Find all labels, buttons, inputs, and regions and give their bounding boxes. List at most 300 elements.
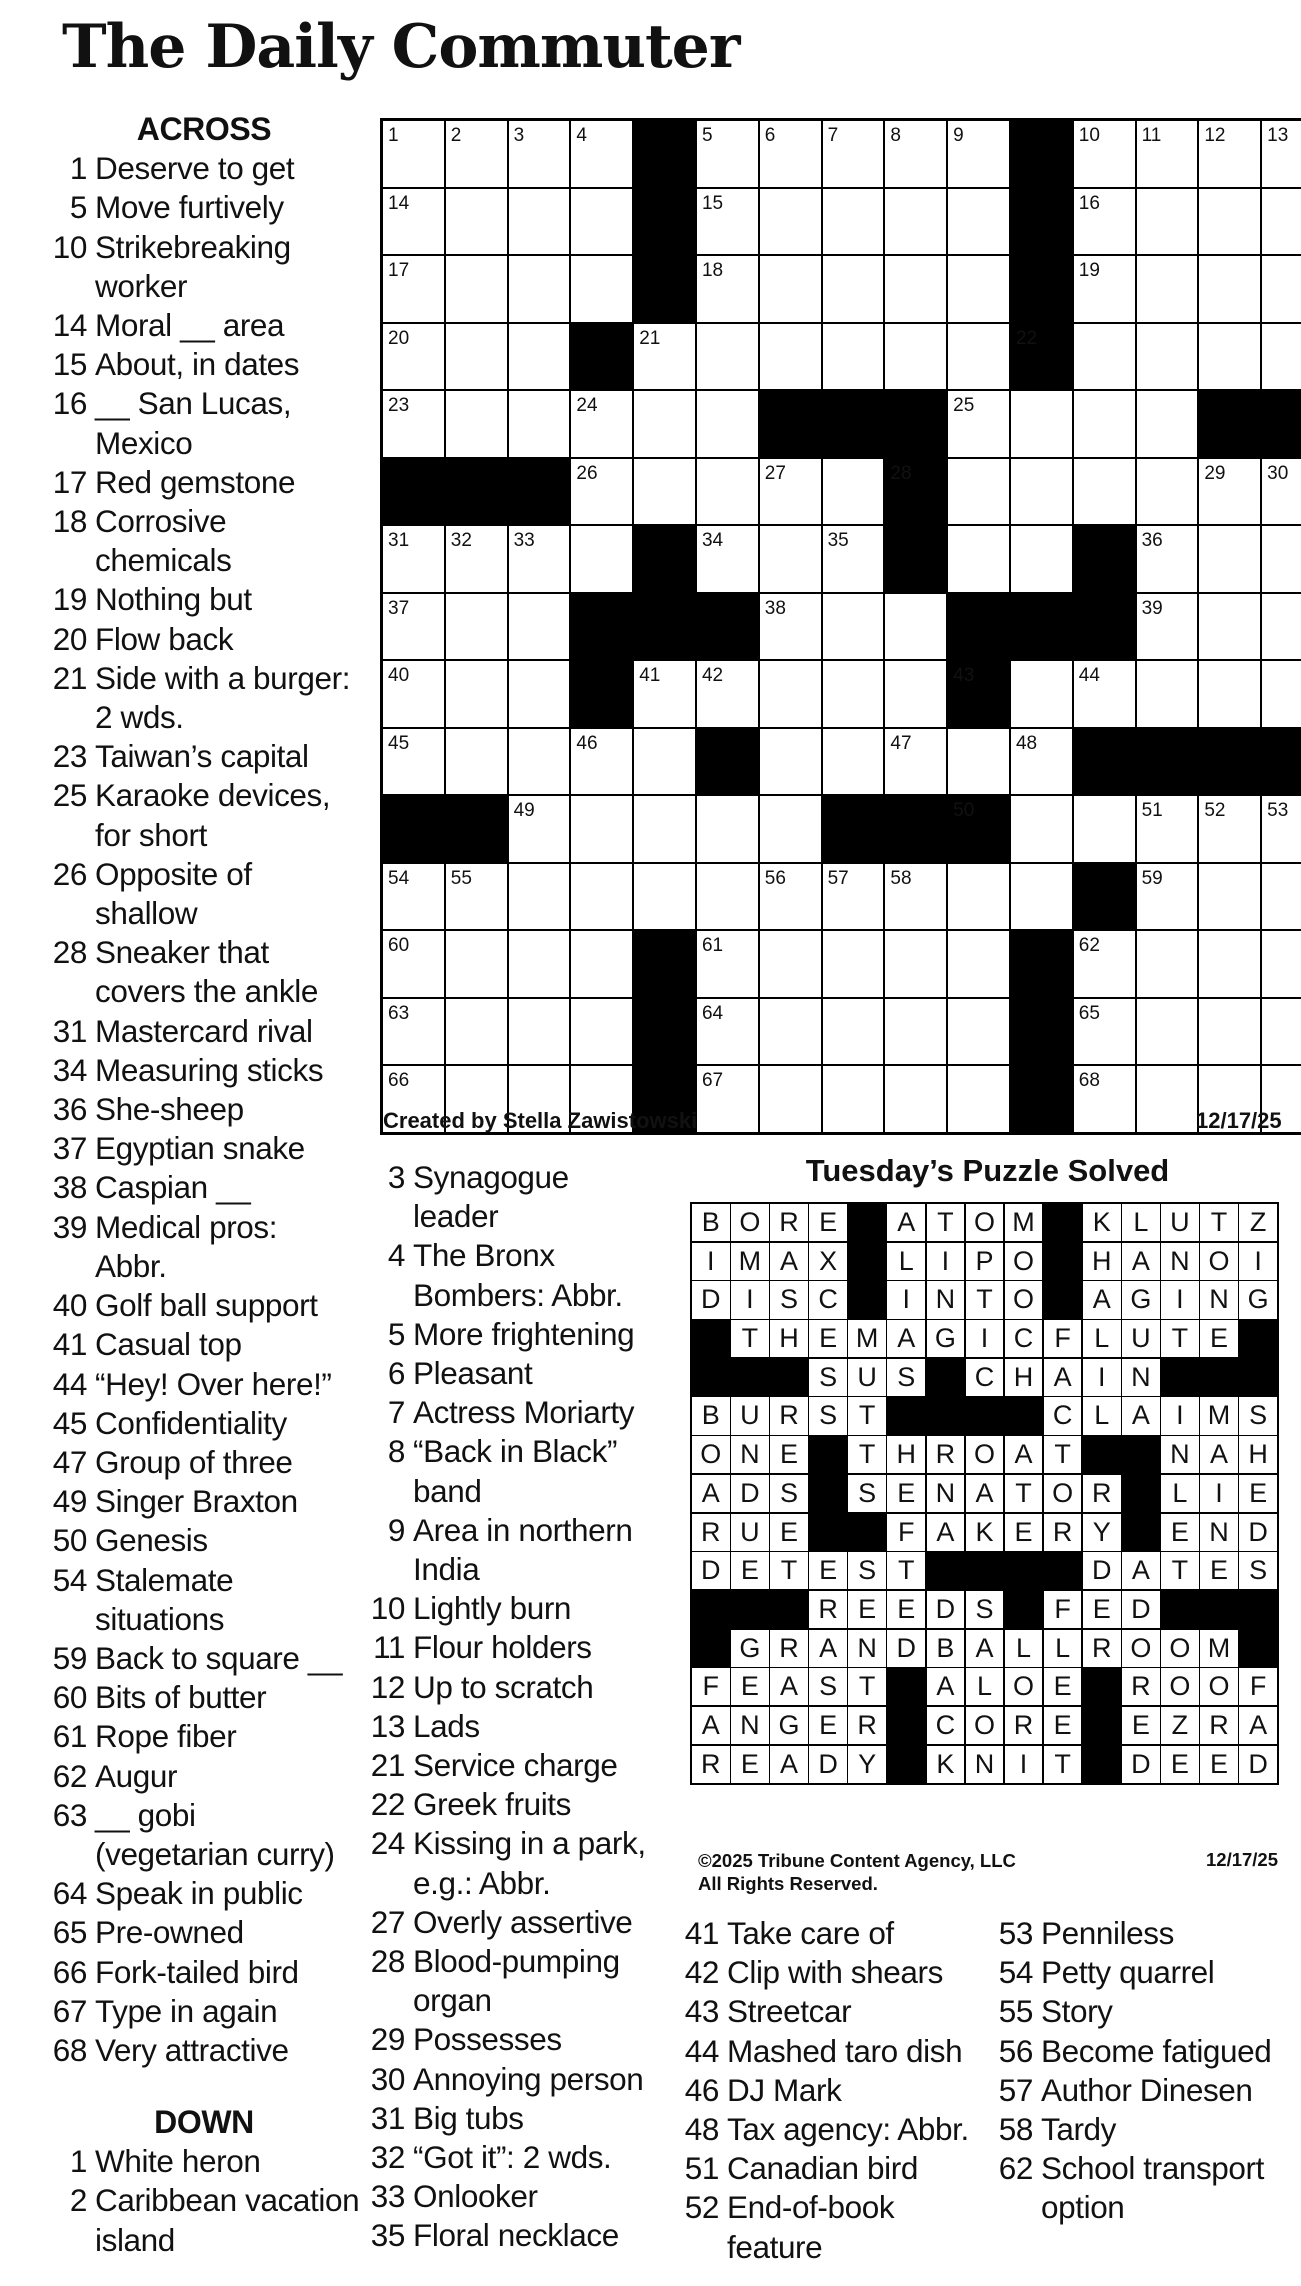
clue-number: 42 <box>684 1954 719 1991</box>
clue-across-47 <box>44 1443 354 1482</box>
grid-cell[interactable] <box>1011 796 1072 862</box>
grid-cell[interactable] <box>1262 459 1301 525</box>
cell-number: 35 <box>827 530 849 551</box>
grid-cell[interactable] <box>571 391 632 457</box>
grid-cell[interactable] <box>1262 796 1301 862</box>
grid-cell[interactable] <box>634 661 695 727</box>
cell-number: 39 <box>1141 597 1163 619</box>
black-square <box>697 594 758 660</box>
solution-letter: I <box>1083 1359 1121 1396</box>
grid-cell[interactable] <box>383 729 444 795</box>
clue-text: Caspian __ <box>95 1169 251 1206</box>
grid-cell[interactable] <box>885 121 946 187</box>
grid-cell[interactable] <box>1199 189 1260 255</box>
cell-number: 62 <box>1078 935 1100 956</box>
grid-cell[interactable] <box>509 121 570 187</box>
black-square <box>1011 121 1072 187</box>
clue-text: Taiwan’s capital <box>95 738 309 775</box>
grid-cell[interactable] <box>760 459 821 525</box>
grid-cell[interactable] <box>1137 999 1198 1065</box>
grid-cell[interactable] <box>383 324 444 390</box>
grid-cell[interactable] <box>760 661 821 727</box>
cell-number: 36 <box>1141 530 1163 551</box>
grid-cell[interactable] <box>1074 121 1135 187</box>
grid-cell[interactable] <box>885 594 946 660</box>
clue-number: 15 <box>52 346 87 383</box>
grid-cell[interactable] <box>634 729 695 795</box>
cell-number: 45 <box>388 732 410 754</box>
grid-cell[interactable] <box>948 999 1009 1065</box>
clue-number: 67 <box>52 1992 87 2029</box>
grid-cell[interactable] <box>1011 391 1072 457</box>
clue-text: Medical pros: Abbr. <box>95 1208 278 1284</box>
grid-cell[interactable] <box>760 796 821 862</box>
grid-cell[interactable] <box>509 324 570 390</box>
grid-cell[interactable] <box>446 931 507 997</box>
clue-text: Greek fruits <box>413 1786 571 1823</box>
grid-cell[interactable] <box>446 661 507 727</box>
grid-cell[interactable] <box>948 526 1009 592</box>
clue-number: 7 <box>387 1394 405 1431</box>
grid-cell[interactable] <box>383 999 444 1065</box>
clue-number: 37 <box>52 1130 87 1167</box>
solution-letter: I <box>1005 1746 1043 1783</box>
grid-cell[interactable] <box>1074 1066 1135 1132</box>
grid-cell[interactable] <box>1074 931 1135 997</box>
grid-cell[interactable] <box>697 459 758 525</box>
solution-title: Tuesday’s Puzzle Solved <box>805 1153 1170 1188</box>
grid-cell[interactable] <box>823 459 884 525</box>
grid-cell[interactable] <box>948 864 1009 930</box>
grid-cell[interactable] <box>446 391 507 457</box>
grid-cell[interactable] <box>509 189 570 255</box>
grid-cell[interactable] <box>885 661 946 727</box>
grid-cell[interactable] <box>1074 324 1135 390</box>
grid-cell[interactable] <box>823 324 884 390</box>
clue-text: “Got it”: 2 wds. <box>413 2139 612 2176</box>
grid-cell[interactable] <box>1074 189 1135 255</box>
black-square <box>571 661 632 727</box>
clue-down_col2-12 <box>362 1668 662 1707</box>
solution-letter: T <box>731 1320 769 1357</box>
grid-cell[interactable] <box>760 189 821 255</box>
grid-cell[interactable] <box>383 121 444 187</box>
grid-cell[interactable] <box>383 391 444 457</box>
grid-cell[interactable] <box>383 189 444 255</box>
grid-cell[interactable] <box>383 526 444 592</box>
grid-cell[interactable] <box>1262 594 1301 660</box>
grid-cell[interactable] <box>823 594 884 660</box>
solution-letter: O <box>966 1204 1004 1241</box>
solution-letter: E <box>1200 1320 1238 1357</box>
solution-letter: R <box>1200 1707 1238 1744</box>
grid-cell[interactable] <box>697 526 758 592</box>
clue-number: 41 <box>52 1326 87 1363</box>
cell-number: 52 <box>1204 800 1226 821</box>
clue-across-44 <box>44 1365 354 1404</box>
clue-down_col4-62 <box>990 2149 1290 2227</box>
grid-cell[interactable] <box>760 526 821 592</box>
grid-cell[interactable] <box>1262 121 1301 187</box>
solution-letter: A <box>770 1668 808 1705</box>
grid-cell[interactable] <box>509 796 570 862</box>
grid-cell[interactable] <box>446 526 507 592</box>
black-square <box>823 391 884 457</box>
grid-cell[interactable] <box>383 864 444 930</box>
cell-number: 11 <box>1141 125 1162 146</box>
cell-number: 29 <box>1204 462 1226 484</box>
cell-number: 47 <box>890 732 912 754</box>
grid-cell[interactable] <box>446 594 507 660</box>
grid-cell[interactable] <box>823 661 884 727</box>
solution-black-square <box>1044 1281 1082 1318</box>
grid-cell[interactable] <box>571 121 632 187</box>
solution-letter: E <box>887 1591 925 1628</box>
grid-cell[interactable] <box>1137 459 1198 525</box>
cell-number: 21 <box>639 327 661 349</box>
clue-text: Genesis <box>95 1522 208 1559</box>
clue-text: Opposite of shallow <box>95 855 252 932</box>
clue-number: 17 <box>52 463 87 500</box>
grid-cell[interactable] <box>383 594 444 660</box>
solution-letter: E <box>1161 1514 1199 1551</box>
grid-cell[interactable] <box>1137 391 1198 457</box>
grid-cell[interactable] <box>823 189 884 255</box>
grid-cell[interactable] <box>383 931 444 997</box>
clue-down_col3-43 <box>676 1992 976 2031</box>
grid-cell[interactable] <box>885 324 946 390</box>
grid-cell[interactable] <box>1011 729 1072 795</box>
grid-cell[interactable] <box>948 931 1009 997</box>
clue-number: 33 <box>370 2178 405 2215</box>
grid-cell[interactable] <box>760 999 821 1065</box>
grid-cell[interactable] <box>823 1066 884 1132</box>
grid-cell[interactable] <box>634 324 695 390</box>
clue-text: __ San Lucas, Mexico <box>95 385 292 461</box>
grid-cell[interactable] <box>571 999 632 1065</box>
solution-black-square <box>1122 1514 1160 1551</box>
clue-text: Move furtively <box>95 189 284 226</box>
cell-number: 32 <box>450 530 472 551</box>
solution-black-square <box>1122 1475 1160 1512</box>
solution-black-square <box>927 1552 965 1589</box>
clue-across-1 <box>44 149 354 188</box>
grid-cell[interactable] <box>1137 256 1198 322</box>
solution-letter: A <box>887 1204 925 1241</box>
clue-number: 44 <box>684 2032 719 2069</box>
grid-cell[interactable] <box>948 391 1009 457</box>
solution-letter: D <box>927 1591 965 1628</box>
solution-letter: S <box>848 1552 886 1589</box>
grid-cell[interactable] <box>1137 661 1198 727</box>
grid-cell[interactable] <box>571 189 632 255</box>
solution-letter: D <box>692 1552 730 1589</box>
grid-cell[interactable] <box>948 189 1009 255</box>
grid-cell[interactable] <box>760 931 821 997</box>
grid-cell[interactable] <box>760 729 821 795</box>
clue-across-59 <box>44 1639 354 1678</box>
grid-cell[interactable] <box>1262 189 1301 255</box>
cell-number: 66 <box>388 1070 410 1091</box>
grid-cell[interactable] <box>1011 526 1072 592</box>
grid-cell[interactable] <box>1262 324 1301 390</box>
grid-cell[interactable] <box>697 121 758 187</box>
clue-number: 49 <box>52 1483 87 1520</box>
grid-cell[interactable] <box>1074 391 1135 457</box>
grid-cell[interactable] <box>509 594 570 660</box>
grid-cell[interactable] <box>885 1066 946 1132</box>
grid-cell[interactable] <box>1199 459 1260 525</box>
black-square <box>1199 391 1260 457</box>
grid-cell[interactable] <box>885 931 946 997</box>
grid-cell[interactable] <box>509 391 570 457</box>
black-square <box>760 391 821 457</box>
grid-cell[interactable] <box>885 864 946 930</box>
solution-letter: A <box>809 1630 847 1667</box>
grid-cell[interactable] <box>1137 796 1198 862</box>
grid-cell[interactable] <box>697 189 758 255</box>
grid-cell[interactable] <box>885 729 946 795</box>
grid-cell[interactable] <box>697 1066 758 1132</box>
solution-black-square <box>770 1591 808 1628</box>
grid-cell[interactable] <box>571 729 632 795</box>
grid-cell[interactable] <box>1137 189 1198 255</box>
clue-across-19 <box>44 580 354 619</box>
grid-cell[interactable] <box>1262 256 1301 322</box>
grid-cell[interactable] <box>948 256 1009 322</box>
clue-number: 65 <box>52 1914 87 1951</box>
clue-across-54 <box>44 1561 354 1639</box>
clue-number: 53 <box>998 1915 1033 1951</box>
grid-cell[interactable] <box>1074 999 1135 1065</box>
grid-cell[interactable] <box>446 324 507 390</box>
grid-cell[interactable] <box>823 864 884 930</box>
solution-letter: R <box>770 1397 808 1434</box>
solution-letter: A <box>692 1475 730 1512</box>
grid-cell[interactable] <box>1199 594 1260 660</box>
grid-cell[interactable] <box>1199 999 1260 1065</box>
solution-letter: C <box>927 1707 965 1744</box>
grid-cell[interactable] <box>1199 661 1260 727</box>
solution-letter: T <box>887 1552 925 1589</box>
grid-cell[interactable] <box>1199 931 1260 997</box>
solution-letter: M <box>731 1243 769 1280</box>
solution-black-square <box>848 1514 886 1551</box>
solution-letter: A <box>770 1243 808 1280</box>
solution-letter: O <box>1200 1243 1238 1280</box>
grid-cell[interactable] <box>1011 661 1072 727</box>
grid-cell[interactable] <box>760 121 821 187</box>
solution-black-square <box>692 1591 730 1628</box>
grid-cell[interactable] <box>823 121 884 187</box>
solution-letter: T <box>1005 1475 1043 1512</box>
grid-cell[interactable] <box>1199 796 1260 862</box>
solution-letter: H <box>1239 1436 1277 1473</box>
grid-cell[interactable] <box>1137 121 1198 187</box>
cell-number: 41 <box>639 665 661 686</box>
clue-across-68 <box>44 2031 354 2070</box>
solution-black-square <box>1161 1591 1199 1628</box>
grid-cell[interactable] <box>634 864 695 930</box>
grid-cell[interactable] <box>948 1066 1009 1132</box>
black-square <box>948 594 1009 660</box>
grid-cell[interactable] <box>1011 864 1072 930</box>
grid-cell[interactable] <box>697 999 758 1065</box>
grid-cell[interactable] <box>885 256 946 322</box>
grid-cell[interactable] <box>1262 661 1301 727</box>
grid-cell[interactable] <box>948 729 1009 795</box>
grid-cell[interactable] <box>509 864 570 930</box>
grid-cell[interactable] <box>948 121 1009 187</box>
clue-down_col3-48 <box>676 2110 976 2149</box>
grid-cell[interactable] <box>823 729 884 795</box>
grid-cell[interactable] <box>823 256 884 322</box>
grid-cell[interactable] <box>446 864 507 930</box>
grid-cell[interactable] <box>1199 324 1260 390</box>
clue-number: 60 <box>52 1679 87 1716</box>
solution-letter: D <box>731 1475 769 1512</box>
grid-cell[interactable] <box>1137 526 1198 592</box>
grid-cell[interactable] <box>446 999 507 1065</box>
grid-cell[interactable] <box>1074 796 1135 862</box>
grid-cell[interactable] <box>1262 931 1301 997</box>
grid-cell[interactable] <box>509 526 570 592</box>
clue-down_col2-21 <box>362 1746 662 1785</box>
grid-cell[interactable] <box>1262 526 1301 592</box>
grid-cell[interactable] <box>1011 459 1072 525</box>
clue-down_col4-57 <box>990 2071 1290 2110</box>
cell-number: 30 <box>1267 462 1289 484</box>
clue-text: Actress Moriarty <box>413 1394 635 1431</box>
grid-cell[interactable] <box>885 189 946 255</box>
solution-letter: A <box>1200 1436 1238 1473</box>
clue-number: 16 <box>52 385 87 422</box>
across-heading: ACROSS <box>136 111 272 147</box>
grid-cell[interactable] <box>697 796 758 862</box>
cell-number: 55 <box>450 867 472 889</box>
solution-black-square <box>1239 1630 1277 1667</box>
cell-number: 16 <box>1078 192 1100 214</box>
grid-cell[interactable] <box>383 256 444 322</box>
grid-cell[interactable] <box>697 661 758 727</box>
grid-cell[interactable] <box>697 256 758 322</box>
clue-number: 55 <box>998 1993 1033 2030</box>
solution-letter: T <box>1044 1436 1082 1473</box>
solution-letter: R <box>770 1630 808 1667</box>
grid-cell[interactable] <box>1199 121 1260 187</box>
grid-cell[interactable] <box>509 661 570 727</box>
grid-cell[interactable] <box>571 256 632 322</box>
solution-black-square <box>1239 1359 1277 1396</box>
grid-cell[interactable] <box>446 256 507 322</box>
solution-black-square <box>1122 1436 1160 1473</box>
grid-cell[interactable] <box>823 526 884 592</box>
grid-cell[interactable] <box>697 391 758 457</box>
grid-cell[interactable] <box>1137 594 1198 660</box>
grid-cell[interactable] <box>1074 661 1135 727</box>
grid-cell[interactable] <box>1262 999 1301 1065</box>
grid-cell[interactable] <box>571 931 632 997</box>
solution-black-square <box>966 1397 1004 1434</box>
grid-cell[interactable] <box>634 459 695 525</box>
grid-cell[interactable] <box>1137 324 1198 390</box>
grid-cell[interactable] <box>509 256 570 322</box>
solution-letter: E <box>770 1514 808 1551</box>
solution-letter: N <box>1200 1514 1238 1551</box>
solution-letter: R <box>809 1591 847 1628</box>
grid-cell[interactable] <box>760 1066 821 1132</box>
grid-cell[interactable] <box>571 459 632 525</box>
grid-cell[interactable] <box>697 324 758 390</box>
grid-cell[interactable] <box>1137 864 1198 930</box>
grid-cell[interactable] <box>571 864 632 930</box>
grid-cell[interactable] <box>1074 256 1135 322</box>
grid-cell[interactable] <box>1137 1066 1198 1132</box>
grid-cell[interactable] <box>760 324 821 390</box>
grid-cell[interactable] <box>1074 459 1135 525</box>
puzzle-creator: Created by Stella Zawistowski <box>383 1108 698 1133</box>
grid-cell[interactable] <box>885 999 946 1065</box>
grid-cell[interactable] <box>383 661 444 727</box>
black-square <box>1011 1066 1072 1132</box>
grid-cell[interactable] <box>760 594 821 660</box>
grid-cell[interactable] <box>1137 931 1198 997</box>
grid-cell[interactable] <box>697 931 758 997</box>
solution-letter: R <box>848 1707 886 1744</box>
grid-cell[interactable] <box>760 256 821 322</box>
solution-letter: X <box>809 1243 847 1280</box>
grid-cell[interactable] <box>948 459 1009 525</box>
solution-grid <box>690 1202 1279 1785</box>
grid-cell[interactable] <box>948 324 1009 390</box>
solution-letter: S <box>1239 1552 1277 1589</box>
grid-cell[interactable] <box>634 796 695 862</box>
grid-cell[interactable] <box>509 729 570 795</box>
clue-text: Petty quarrel <box>1041 1954 1215 1991</box>
grid-cell[interactable] <box>446 121 507 187</box>
clue-text: Back to square __ <box>95 1639 343 1676</box>
solution-letter: I <box>1161 1397 1199 1434</box>
grid-cell[interactable] <box>760 864 821 930</box>
clue-text: Singer Braxton <box>95 1483 298 1520</box>
black-square <box>885 526 946 592</box>
clue-across-45 <box>44 1404 354 1443</box>
grid-cell[interactable] <box>823 999 884 1065</box>
grid-cell[interactable] <box>823 931 884 997</box>
grid-cell[interactable] <box>1199 864 1260 930</box>
grid-cell[interactable] <box>509 999 570 1065</box>
clue-number: 28 <box>370 1943 405 1980</box>
grid-cell[interactable] <box>446 729 507 795</box>
clue-text: Tardy <box>1041 2111 1117 2148</box>
grid-cell[interactable] <box>571 526 632 592</box>
clue-text: Take care of <box>727 1915 894 1951</box>
grid-cell[interactable] <box>509 931 570 997</box>
grid-cell[interactable] <box>697 864 758 930</box>
solution-letter: I <box>1200 1475 1238 1512</box>
grid-cell[interactable] <box>1199 526 1260 592</box>
grid-cell[interactable] <box>571 796 632 862</box>
cell-number: 56 <box>764 867 786 889</box>
grid-cell[interactable] <box>446 189 507 255</box>
clue-number: 25 <box>52 777 87 814</box>
grid-cell[interactable] <box>634 391 695 457</box>
grid-cell[interactable] <box>1199 256 1260 322</box>
clue-text: Confidentiality <box>95 1404 287 1441</box>
down-clues-column-2 <box>362 1158 662 2256</box>
grid-cell[interactable] <box>1262 864 1301 930</box>
solution-letter: C <box>1044 1397 1082 1434</box>
